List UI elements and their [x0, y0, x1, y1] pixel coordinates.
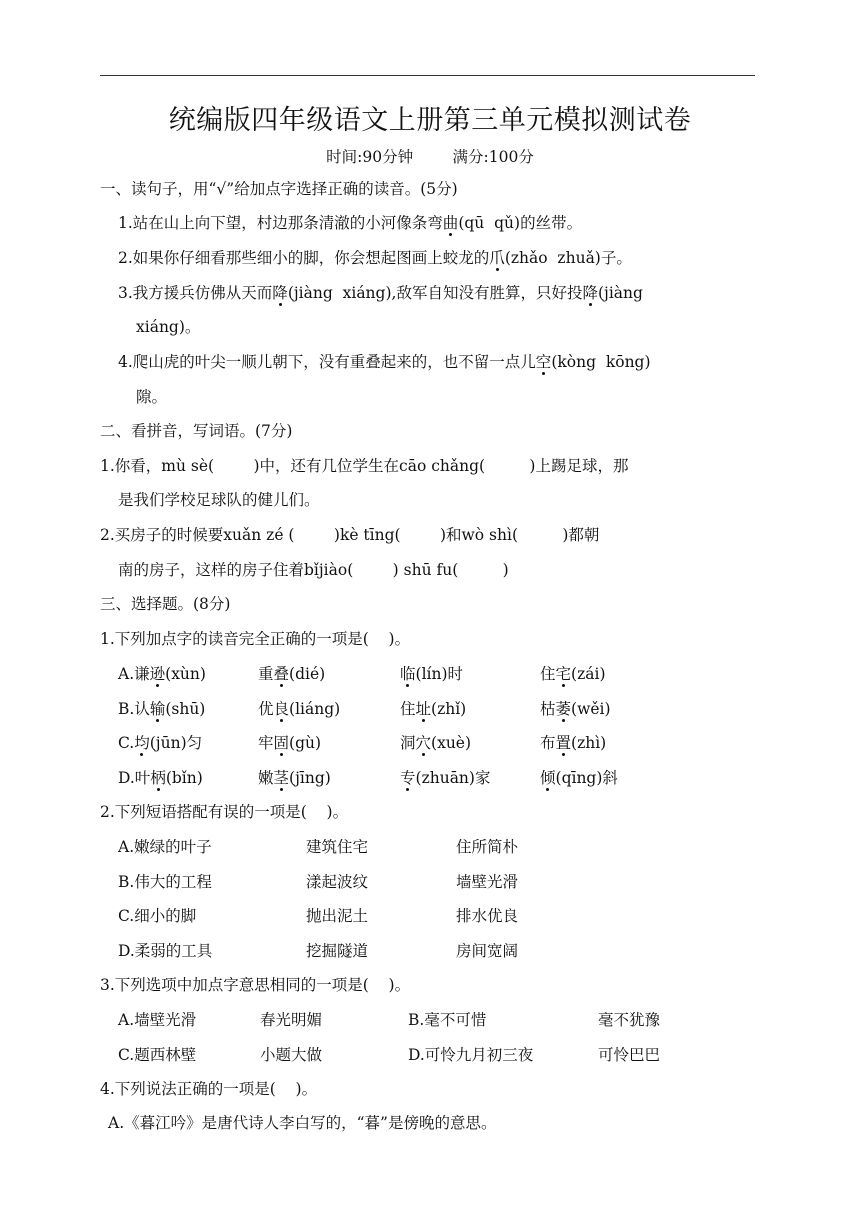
dotted-char: 输	[149, 699, 166, 718]
question-text: 2.如果你仔细看那些细小的脚，你会想起图画上蛟龙的	[118, 249, 490, 267]
option-text: A.谦	[118, 665, 150, 683]
option-cell	[118, 698, 205, 720]
option-cell	[118, 732, 202, 754]
option-text: (zhuān)家	[415, 768, 491, 787]
option-text: (jūn)匀	[149, 734, 203, 753]
dotted-char: 爪	[489, 249, 505, 267]
option-cell: D.可怜九月初三夜	[408, 1045, 534, 1064]
option-text: (xuè)	[431, 734, 472, 753]
option-text: 嫩	[258, 768, 274, 787]
option-cell: 挖掘隧道	[306, 941, 369, 960]
question-1-3-cont: xiáng)。	[136, 318, 201, 336]
option-cell: 建筑住宅	[306, 838, 369, 856]
top-rule	[100, 75, 755, 76]
option-text: (shū)	[165, 699, 206, 718]
option-text: (gù)	[289, 734, 322, 753]
option-cell: B.伟大的工程	[118, 872, 212, 891]
option-cell	[400, 732, 471, 754]
option-cell: C.细小的脚	[118, 907, 197, 926]
page-title: 统编版四年级语文上册第三单元模拟测试卷	[168, 105, 692, 136]
option-text: 优	[258, 699, 274, 718]
question-1-4-cont: 隙。	[136, 388, 168, 406]
option-text: 住	[540, 665, 556, 683]
question-text: 4.爬山虎的叶尖一顺儿朝下，没有重叠起来的，也不留一点儿	[118, 353, 536, 371]
question-2-2-cont: 南的房子，这样的房子住着bǐjiào( ) shū fu( )	[118, 561, 509, 579]
option-text: B.认	[118, 699, 150, 718]
option-text: (lín)时	[415, 665, 464, 683]
question-2-1-cont: 是我们学校足球队的健儿们。	[118, 491, 320, 509]
question-3-1: 1.下列加点字的读音完全正确的一项是( )。	[100, 630, 411, 648]
dotted-char: 茎	[273, 768, 290, 787]
option-cell: 漾起波纹	[306, 872, 369, 891]
option-text: 枯	[540, 699, 556, 718]
exam-info: 时间:90分钟 满分:100分	[326, 148, 534, 166]
dotted-char: 宅	[555, 665, 572, 683]
dotted-char: 逊	[149, 665, 166, 683]
dotted-char: 柄	[150, 768, 166, 787]
option-cell: C.题西林壁	[118, 1045, 197, 1064]
question-text: (zhǎo zhuǎ)子。	[504, 249, 632, 267]
option-cell	[258, 732, 321, 754]
dotted-char: 址	[415, 699, 432, 718]
option-cell: A.墙壁光滑	[118, 1011, 197, 1029]
dotted-char: 专	[400, 768, 416, 787]
option-cell	[258, 767, 331, 789]
option-cell: 小题大做	[260, 1045, 323, 1064]
option-cell: 抛出泥土	[306, 907, 369, 926]
option-cell	[540, 698, 611, 720]
option-text: 住	[400, 699, 416, 718]
option-cell: 春光明媚	[260, 1011, 323, 1029]
question-2-1: 1.你看，mù sè( )中，还有几位学生在cāo chǎng( )上踢足球，那	[100, 457, 629, 475]
option-text: (zái)	[571, 665, 606, 683]
option-cell	[400, 663, 463, 685]
option-cell: 排水优良	[456, 907, 519, 926]
section-2-heading: 二、看拼音，写词语。(7分)	[100, 422, 293, 440]
question-3-4-option-a: A.《暮江吟》是唐代诗人李白写的，“暮”是傍晚的意思。	[108, 1114, 497, 1132]
section-1-heading: 一、读句子，用“√”给加点字选择正确的读音。(5分)	[100, 180, 458, 198]
dotted-char: 穴	[415, 734, 432, 753]
option-cell: 可怜巴巴	[598, 1045, 661, 1064]
dotted-char: 萎	[555, 699, 572, 718]
option-text: (qīng)斜	[555, 768, 618, 787]
dotted-char: 倾	[540, 768, 556, 787]
option-text: D.叶	[118, 768, 151, 787]
option-cell	[400, 767, 490, 789]
option-cell: A.嫩绿的叶子	[118, 838, 212, 856]
question-text: (jiàng	[597, 284, 643, 302]
option-cell: D.柔弱的工具	[118, 941, 213, 960]
section-3-heading: 三、选择题。(8分)	[100, 595, 231, 613]
option-text: (dié)	[289, 665, 326, 683]
question-3-4: 4.下列说法正确的一项是( )。	[100, 1080, 318, 1098]
option-cell	[400, 698, 466, 720]
option-text: (zhǐ)	[431, 699, 467, 718]
question-1-3	[118, 282, 643, 304]
dotted-char: 临	[400, 665, 416, 683]
question-text: 3.我方援兵仿佛从天而	[118, 284, 273, 302]
question-text: (qū qǔ)的丝带。	[458, 214, 583, 232]
question-2-2: 2.买房子的时候要xuǎn zé ( )kè tīng( )和wò shì( )都朝	[100, 526, 600, 544]
option-cell	[258, 698, 340, 720]
dotted-char: 曲	[442, 214, 459, 232]
option-cell: 毫不犹豫	[598, 1011, 661, 1029]
dotted-char: 降	[582, 284, 598, 302]
option-cell: B.毫不可惜	[408, 1011, 487, 1029]
dotted-char: 空	[535, 353, 552, 371]
option-text: (bǐn)	[165, 768, 203, 787]
question-1-1	[118, 212, 582, 234]
question-text: 1.站在山上向下望，村边那条清澈的小河像条弯	[118, 214, 443, 232]
question-text: (kòng kōng)	[551, 353, 651, 371]
dotted-char: 良	[273, 699, 290, 718]
option-cell	[540, 732, 606, 754]
option-cell	[258, 663, 325, 685]
option-cell	[118, 767, 203, 789]
question-text: (jiàng xiáng),敌军自知没有胜算，只好投	[287, 284, 583, 302]
option-text: (zhì)	[571, 734, 607, 753]
option-text: 重	[258, 665, 274, 683]
option-cell: 房间宽阔	[456, 941, 519, 960]
dotted-char: 置	[555, 734, 572, 753]
dotted-char: 叠	[273, 665, 290, 683]
dotted-char: 降	[272, 284, 288, 302]
option-text: (liáng)	[289, 699, 341, 718]
option-text: (xùn)	[165, 665, 206, 683]
question-3-2: 2.下列短语搭配有误的一项是( )。	[100, 803, 349, 821]
option-text: 洞	[400, 734, 416, 753]
question-3-3: 3.下列选项中加点字意思相同的一项是( )。	[100, 976, 411, 994]
option-text: 布	[540, 734, 556, 753]
option-text: (wěi)	[571, 699, 611, 718]
question-1-2	[118, 247, 632, 269]
dotted-char: 均	[134, 734, 150, 753]
option-text: C.	[118, 734, 135, 753]
option-cell	[118, 663, 206, 685]
option-cell	[540, 663, 606, 685]
question-1-4	[118, 351, 651, 373]
dotted-char: 固	[273, 734, 290, 753]
option-text: 牢	[258, 734, 274, 753]
option-cell	[540, 767, 618, 789]
option-cell: 住所简朴	[456, 838, 519, 856]
option-text: (jīng)	[289, 768, 331, 787]
option-cell: 墙壁光滑	[456, 872, 519, 891]
